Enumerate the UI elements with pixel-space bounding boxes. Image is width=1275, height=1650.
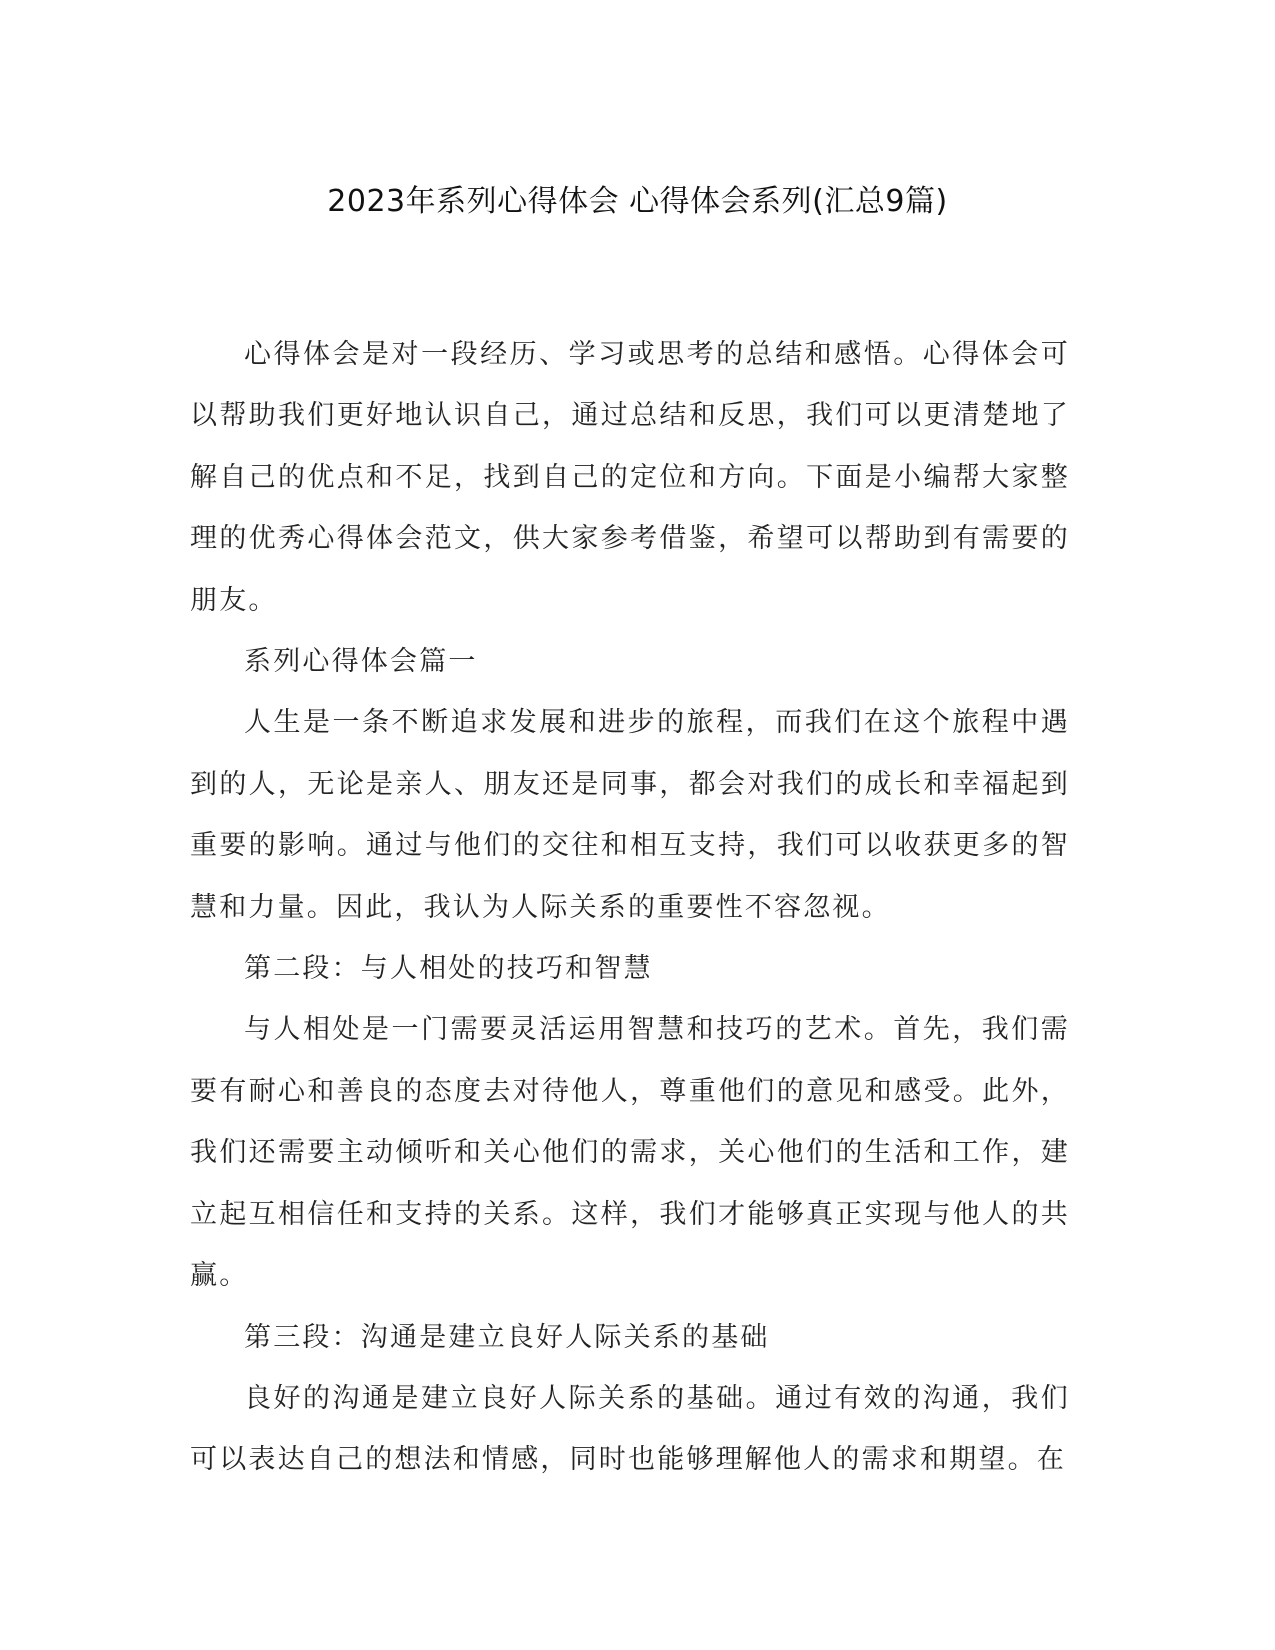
body-paragraph: 与人相处是一门需要灵活运用智慧和技巧的艺术。首先，我们需要有耐心和善良的态度去对待他人，尊重他们的意见和感受。此外，我们还需要主动倾听和关心他们的需求，关心他们的生活和工作，建立起互相信任和支持的关系。这样，我们才能够真正实现与他人的共赢。 [190, 1014, 1070, 1292]
document-body [190, 324, 1070, 1491]
body-paragraph: 人生是一条不断追求发展和进步的旅程，而我们在这个旅程中遇到的人，无论是亲人、朋友还是同事，都会对我们的成长和幸福起到重要的影响。通过与他们的交往和相互支持，我们可以收获更多的智慧和力量。因此，我认为人际关系的重要性不容忽视。 [190, 707, 1070, 923]
document-title: 2023年系列心得体会 心得体会系列(汇总9篇) [327, 184, 948, 219]
section-heading-1: 系列心得体会篇一 [244, 646, 478, 678]
body-paragraph: 良好的沟通是建立良好人际关系的基础。通过有效的沟通，我们可以表达自己的想法和情感，同时也能够理解他人的需求和期望。在 [190, 1382, 1070, 1476]
intro-paragraph: 心得体会是对一段经历、学习或思考的总结和感悟。心得体会可以帮助我们更好地认识自己，通过总结和反思，我们可以更清楚地了解自己的优点和不足，找到自己的定位和方向。下面是小编帮大家整理的优秀心得体会范文，供大家参考借鉴，希望可以帮助到有需要的朋友。 [190, 339, 1070, 616]
section-heading-2: 第二段：与人相处的技巧和智慧 [244, 953, 653, 985]
section-heading-3: 第三段：沟通是建立良好人际关系的基础 [244, 1321, 770, 1353]
